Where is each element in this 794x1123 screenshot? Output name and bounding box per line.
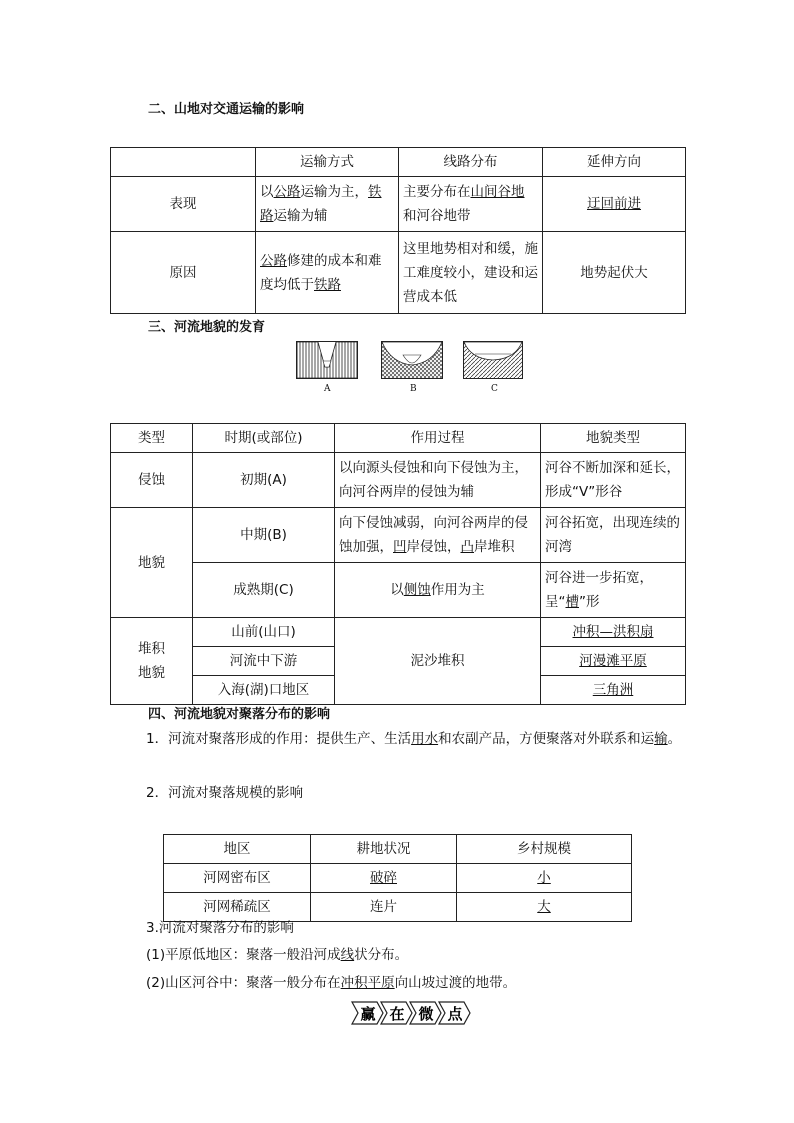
valley-figure-c	[463, 341, 523, 379]
reason-route: 这里地势相对和缓，施工难度较小，建设和运营成本低	[399, 232, 543, 314]
paragraph-scale-heading: 2．河流对聚落规模的影响	[146, 785, 304, 801]
landform-header-period: 时期(或部位)	[193, 424, 335, 453]
scale-header-region: 地区	[164, 835, 311, 864]
figure-label-c: C	[491, 384, 498, 394]
performance-route: 主要分布在山间谷地 和河谷地带	[399, 177, 543, 232]
scale-farmland-2: 连片	[311, 893, 457, 922]
deposition-type-3: 三角洲	[541, 676, 686, 705]
win-at-detail-badge	[351, 1000, 471, 1026]
row-label-performance: 表现	[111, 177, 256, 232]
transport-header-empty	[111, 148, 256, 177]
reason-direction: 地势起伏大	[543, 232, 686, 314]
valley-figure-b	[381, 341, 443, 379]
transport-table	[110, 147, 686, 314]
section-4-heading: 四、河流地貌对聚落分布的影响	[148, 707, 331, 722]
section-2-heading: 二、山地对交通运输的影响	[148, 102, 305, 117]
performance-direction: 迂回前进	[543, 177, 686, 232]
row-label-reason: 原因	[111, 232, 256, 314]
deposition-type-2: 河漫滩平原	[541, 647, 686, 676]
mature-process: 以侧蚀作用为主	[335, 563, 541, 618]
scale-farmland-1: 破碎	[311, 864, 457, 893]
scale-header-farmland: 耕地状况	[311, 835, 457, 864]
paragraph-river-role: 1．河流对聚落形成的作用：提供生产、生活用水和农副产品，方便聚落对外联系和运输。	[146, 731, 682, 747]
figure-label-b: B	[410, 384, 417, 394]
early-period: 初期(A)	[193, 453, 335, 508]
deposition-part-1: 山前(山口)	[193, 618, 335, 647]
early-landform: 河谷不断加深和延长，形成“V”形谷	[541, 453, 686, 508]
middle-process: 向下侵蚀减弱，向河谷两岸的侵蚀加强，凹岸侵蚀，凸岸堆积	[335, 508, 541, 563]
landform-header-type: 类型	[111, 424, 193, 453]
landform-header-process: 作用过程	[335, 424, 541, 453]
badge-char-3: 微	[418, 1005, 434, 1023]
valley-figure-a	[296, 341, 358, 379]
figure-label-a: A	[324, 384, 331, 394]
reason-mode: 公路修建的成本和难度均低于铁路	[256, 232, 399, 314]
section-3-heading: 三、河流地貌的发育	[148, 320, 266, 335]
river-landform-table	[110, 423, 686, 705]
early-process: 以向源头侵蚀和向下侵蚀为主，向河谷两岸的侵蚀为辅	[335, 453, 541, 508]
badge-char-4: 点	[447, 1005, 463, 1023]
middle-period: 中期(B)	[193, 508, 335, 563]
paragraph-distribution-heading: 3.河流对聚落分布的影响	[146, 920, 294, 936]
badge-char-1: 赢	[360, 1005, 376, 1023]
badge-char-2: 在	[389, 1005, 405, 1023]
deposition-type-1: 冲积—洪积扇	[541, 618, 686, 647]
transport-header-direction: 延伸方向	[543, 148, 686, 177]
paragraph-mountain-valley: (2)山区河谷中：聚落一般分布在冲积平原向山坡过渡的地带。	[146, 975, 517, 991]
landform-label: 地貌	[111, 508, 193, 618]
mature-landform: 河谷进一步拓宽，呈“槽”形	[541, 563, 686, 618]
mature-period: 成熟期(C)	[193, 563, 335, 618]
transport-header-route: 线路分布	[399, 148, 543, 177]
deposition-part-3: 入海(湖)口地区	[193, 676, 335, 705]
scale-village-2: 大	[457, 893, 632, 922]
middle-landform: 河谷拓宽，出现连续的河湾	[541, 508, 686, 563]
deposition-label: 堆积 地貌	[111, 618, 193, 705]
scale-region-2: 河网稀疏区	[164, 893, 311, 922]
deposition-process: 泥沙堆积	[335, 618, 541, 705]
scale-region-1: 河网密布区	[164, 864, 311, 893]
settlement-scale-table	[163, 834, 632, 922]
performance-mode: 以公路运输为主，铁 路运输为辅	[256, 177, 399, 232]
erosion-label: 侵蚀	[111, 453, 193, 508]
paragraph-plain-lowland: (1)平原低地区：聚落一般沿河成线状分布。	[146, 947, 409, 963]
landform-header-landform: 地貌类型	[541, 424, 686, 453]
deposition-part-2: 河流中下游	[193, 647, 335, 676]
transport-header-mode: 运输方式	[256, 148, 399, 177]
scale-header-village: 乡村规模	[457, 835, 632, 864]
scale-village-1: 小	[457, 864, 632, 893]
